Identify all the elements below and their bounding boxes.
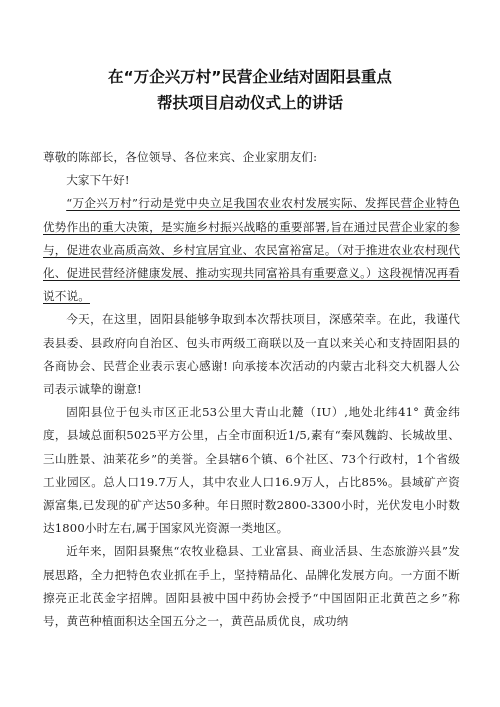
underlined-intro-text: “万企兴万村”行动是党中央立足我国农业农村发展实际、发挥民营企业特色优势作出的重大决策，是实施乡村振兴战略的重要部署,旨在通过民营企业家的参与，促进农业高质高效、乡村宜居宜业、农民富裕富足。（对于推进农业农村现代化、促进民营经济健康发展、推动实现共同富裕具有重要意义。）这段视情况再看说不说。 bbox=[43, 196, 460, 304]
speech-body bbox=[0, 146, 500, 633]
paragraph-thanks: 今天，在这里，固阳县能够争取到本次帮扶项目，深感荣幸。在此，我谨代表县委、县政府向自治区、包头市两级工商联以及一直以来关心和支持固阳县的各商协会、民营企业表示衷心感谢! 向承接本次活动的内蒙古北科交大机器人公司表示诚挚的谢意! bbox=[43, 312, 460, 397]
title-line-2: 帮扶项目启动仪式上的讲话 bbox=[156, 94, 343, 112]
paragraph-wanqi-intro bbox=[43, 192, 460, 308]
speech-title bbox=[0, 0, 500, 116]
paragraph-county-overview: 固阳县位于包头市区正北53公里大青山北麓（IU）,地处北纬41° 黄金纬度，县域总面积5025平方公里，占全市面积近1/5,素有“秦风魏韵、长城故里、三山胜景、油莱花乡”的美誉。全县辖6个镇、6个社区、73个行政村，1个省级工业园区。总人口19.7万人，其中农业人口16.9万人，占比85%。县域矿产资源富集,已发现的矿产达50多种。年日照时数2800-3300小时，光伏发电小时数达1800小时左右,属于国家风光资源一类地区。 bbox=[43, 405, 460, 536]
salutation: 尊敬的陈部长，各位领导、各位来宾、企业家朋友们: bbox=[43, 150, 318, 164]
greeting: 大家下午好! bbox=[66, 173, 130, 188]
paragraph-development: 近年来，固阳县聚焦“农牧业稳县、工业富县、商业活县、生态旅游兴县”发展思路，全力把特色农业抓在手上，坚持精品化、品牌化发展方向。一方面不断擦亮正北芪金字招牌。固阳县被中国中药协会授予“中国固阳正北黄芭之乡”称号，黄芭种植面积达全国五分之一，黄芭品质优良，成功纳 bbox=[43, 544, 460, 629]
title-line-1: 在“万企兴万村”民营企业结对固阳县重点 bbox=[108, 68, 392, 86]
